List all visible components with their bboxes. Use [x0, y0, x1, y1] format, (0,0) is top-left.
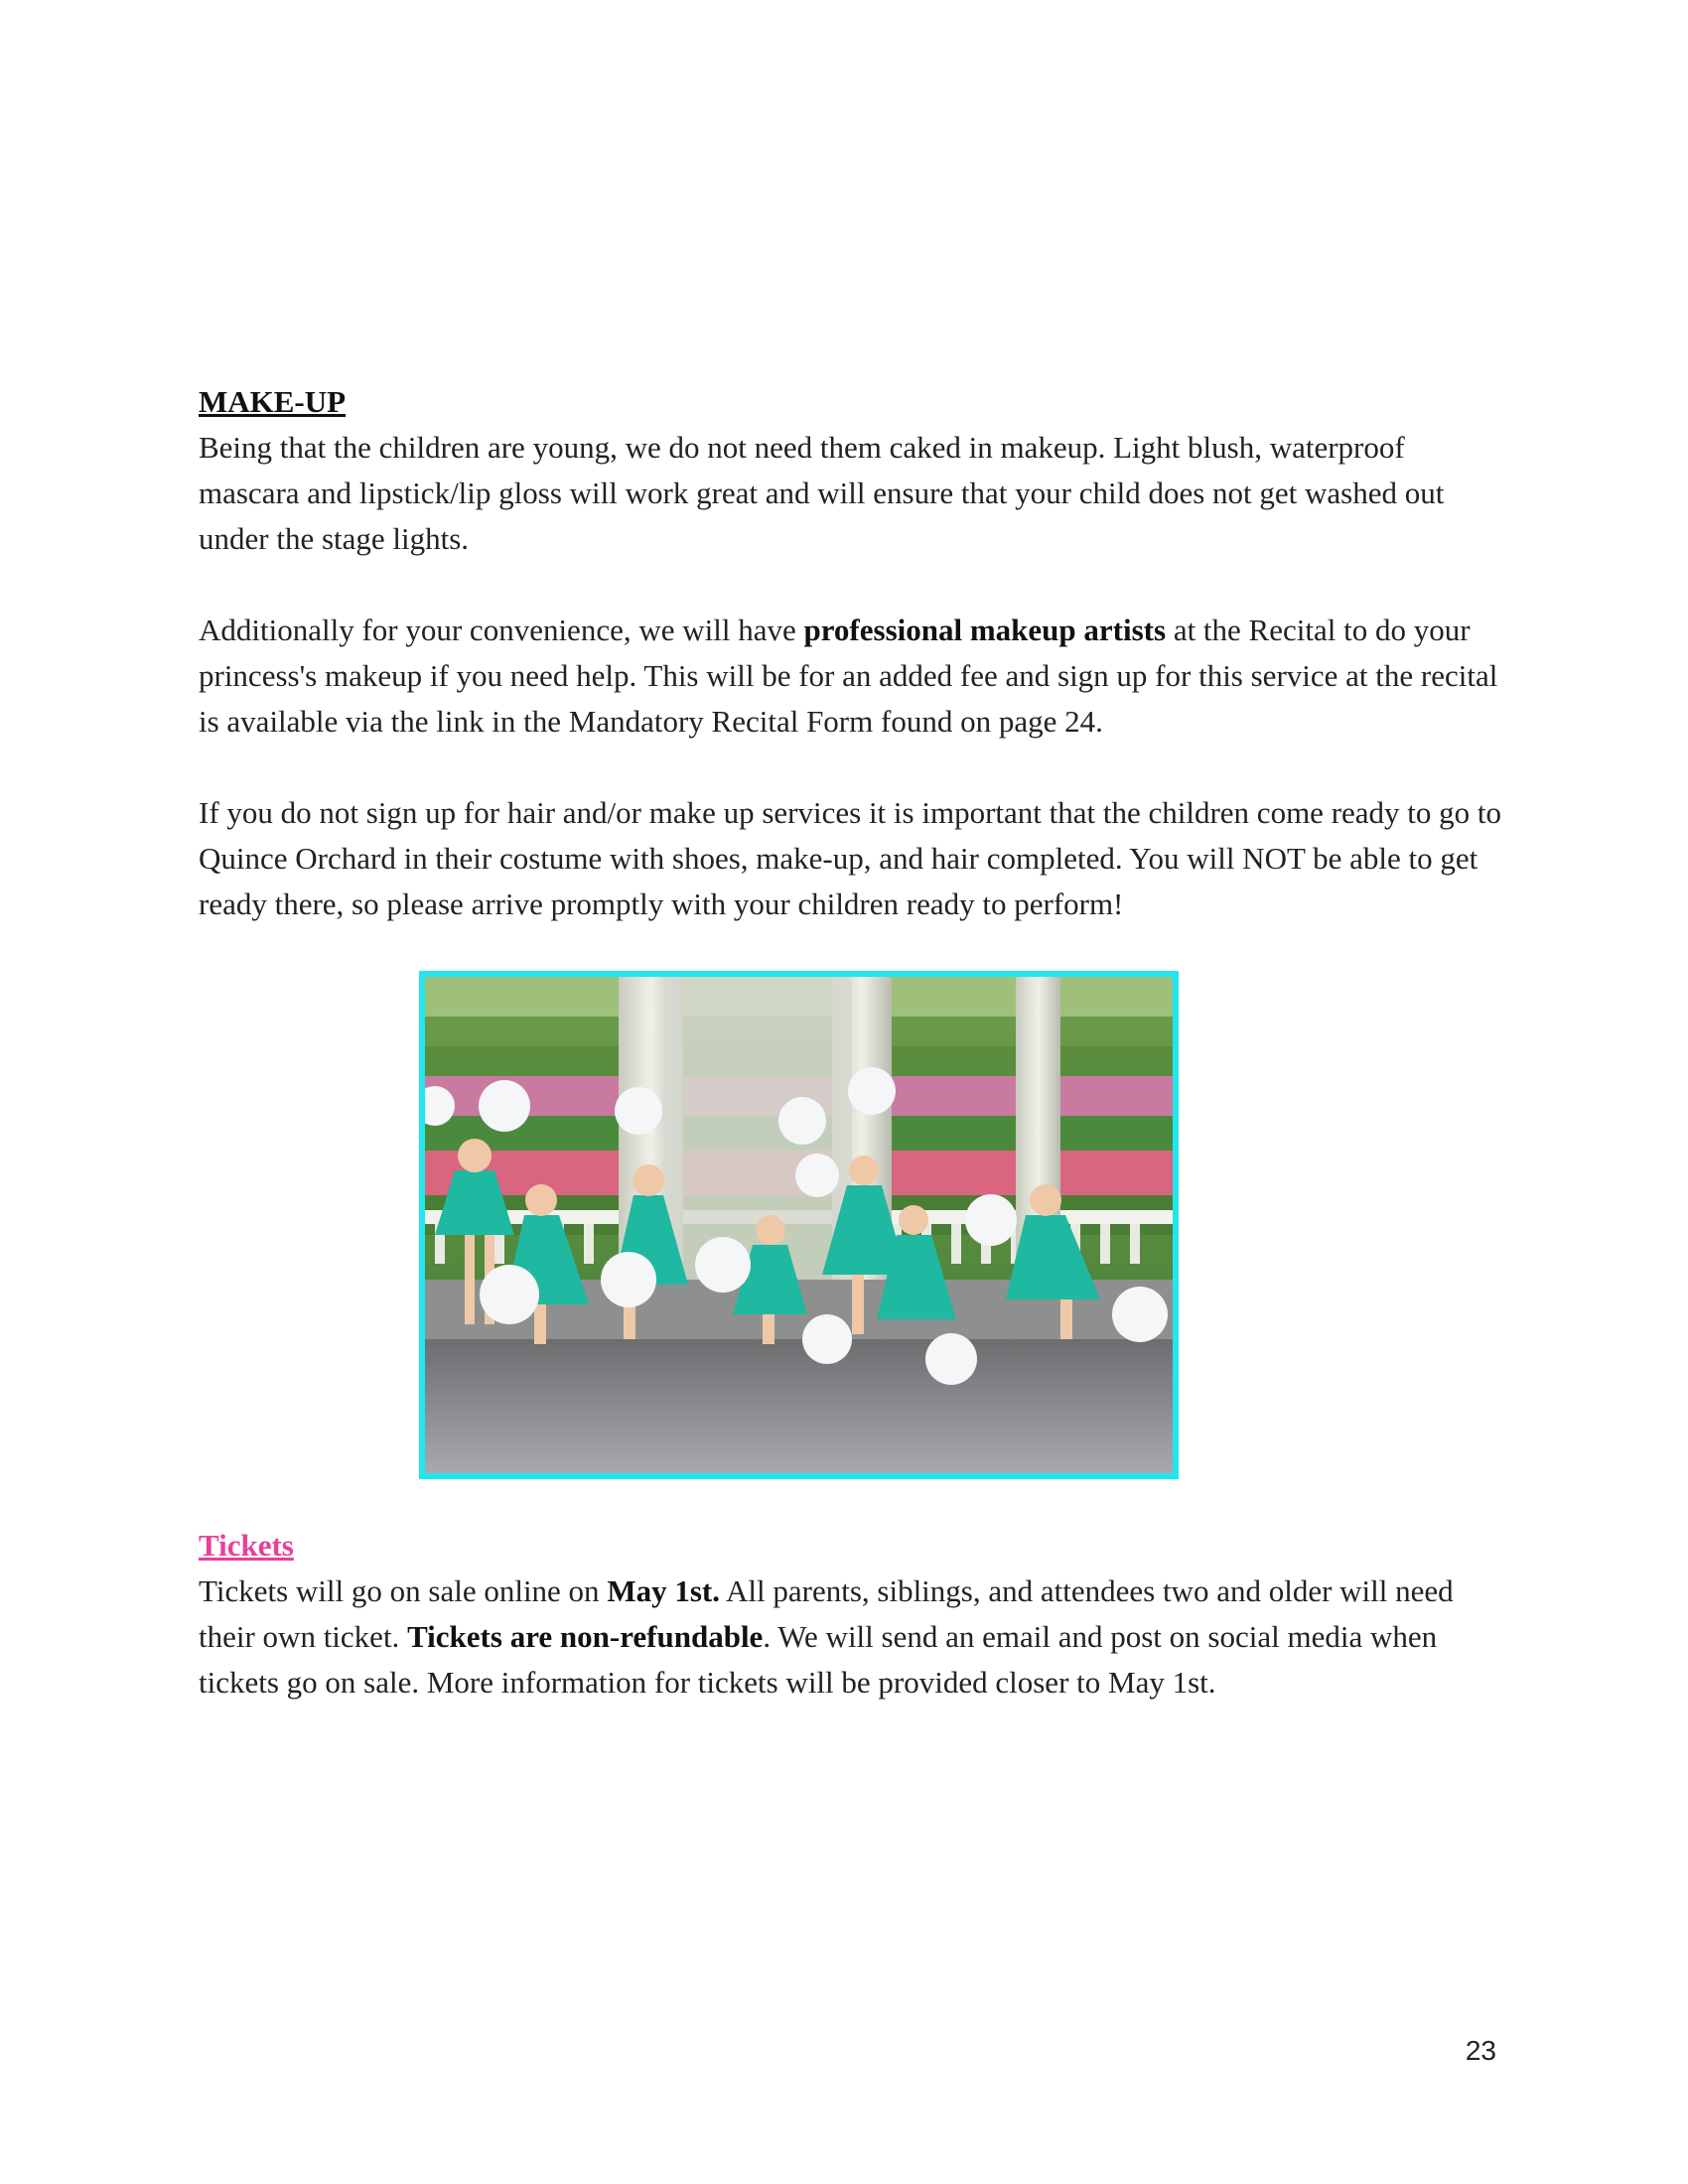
- tickets-text-2: All parents, siblings, and attendees two and older will need their own ticket.: [199, 1573, 1454, 1654]
- makeup-p2-text-before: Additionally for your convenience, we will have: [199, 613, 804, 647]
- tickets-heading: Tickets: [199, 1528, 294, 1563]
- tickets-nonrefundable-bold: Tickets are non-refundable: [407, 1619, 764, 1654]
- page-content: [199, 379, 1509, 1706]
- recital-dancers-photo: [419, 971, 1179, 1479]
- makeup-paragraph-2: [199, 608, 1509, 745]
- dancers-photo-illustration: [425, 977, 1173, 1473]
- tickets-date-bold: May 1st.: [607, 1573, 720, 1608]
- makeup-paragraph-3: If you do not sign up for hair and/or make up services it is important that the children come ready to go to Quince Orchard in their costume with shoes, make-up, and hair completed. You will NOT be able to get ready there, so please arrive promptly with your children ready to perform!: [199, 795, 1502, 921]
- makeup-artists-bold: professional makeup artists: [803, 613, 1167, 647]
- tickets-paragraph: [199, 1569, 1509, 1706]
- makeup-paragraph-1: Being that the children are young, we do not need them caked in makeup. Light blush, waterproof mascara and lipstick/lip gloss will work great and will ensure that your child does not get washed out under the stage lights.: [199, 430, 1445, 556]
- makeup-p2-text-after: at the Recital to do your princess's makeup if you need help. This will be for an added fee and sign up for this service at the recital is available via the link in the Mandatory Recital Form found on page 24.: [199, 613, 1498, 739]
- page-number: 23: [1465, 2035, 1496, 2066]
- tickets-text-1: Tickets will go on sale online on: [199, 1573, 608, 1608]
- tickets-text-3: . We will send an email and post on social media when tickets go on sale. More information for tickets will be provided closer to May 1st.: [199, 1619, 1438, 1700]
- makeup-heading: MAKE-UP: [199, 384, 347, 419]
